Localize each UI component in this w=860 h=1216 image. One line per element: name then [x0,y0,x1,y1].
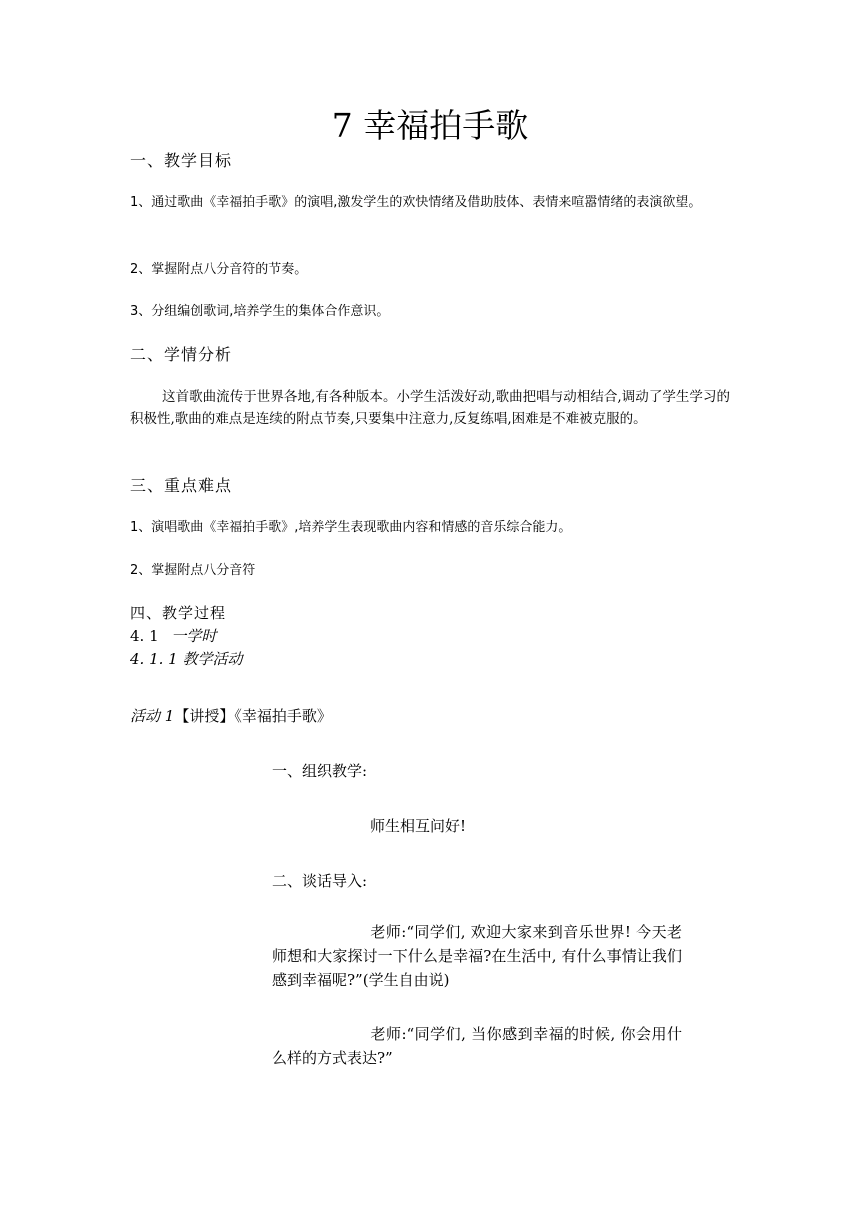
document-title: 7 幸福拍手歌 [331,106,529,145]
subsection-4-1 [130,625,216,647]
section-heading-analysis: 二、学情分析 [130,345,233,364]
analysis-text: 这首歌曲流传于世界各地,有各种版本。小学生活泼好动,歌曲把唱与动相结合,调动了学生学习的积极性,歌曲的难点是连续的附点节奏,只要集中注意力,反复练唱,困难是不难被克服的。 [130,389,730,427]
step-organize-text: 师生相互问好! [370,817,467,835]
subsection-4-1-1: 4. 1. 1 教学活动 [130,650,243,668]
section-heading-key-points: 三、重点难点 [130,476,233,495]
step-organize: 一、组织教学: [272,762,368,780]
quote-2-text: 老师:“同学们, 当你感到幸福的时候, 你会用什么样的方式表达?” [272,1025,682,1067]
goal-item-1: 1、通过歌曲《幸福拍手歌》的演唱,激发学生的欢快情绪及借助肢体、表情来喧嚣情绪的表演欲望。 [130,195,702,210]
analysis-paragraph [130,386,730,430]
key-point-1: 1、演唱歌曲《幸福拍手歌》,培养学生表现歌曲内容和情感的音乐综合能力。 [130,520,572,535]
goal-item-2: 2、掌握附点八分音符的节奏。 [130,262,308,277]
teacher-quote-2 [272,1022,682,1070]
quote-1-text: 老师:“同学们, 欢迎大家来到音乐世界! 今天老师想和大家探讨一下什么是幸福?在生活中, 有什么事情让我们感到幸福呢?”(学生自由说) [272,923,682,989]
subsection-text: 一学时 [171,627,217,645]
goal-item-3: 3、分组编创歌词,培养学生的集体合作意识。 [130,304,390,319]
activity-heading [130,705,332,727]
step-introduction: 二、谈话导入: [272,872,368,890]
section-heading-teaching-goals: 一、教学目标 [130,151,233,170]
activity-title: 【讲授】《幸福拍手歌》 [174,707,332,725]
subsection-number: 4. 1 [130,627,159,645]
key-point-2: 2、掌握附点八分音符 [130,563,256,578]
section-heading-process: 四、教学过程 [130,604,227,622]
activity-prefix: 活动 1 [130,707,175,725]
teacher-quote-1 [272,920,682,992]
